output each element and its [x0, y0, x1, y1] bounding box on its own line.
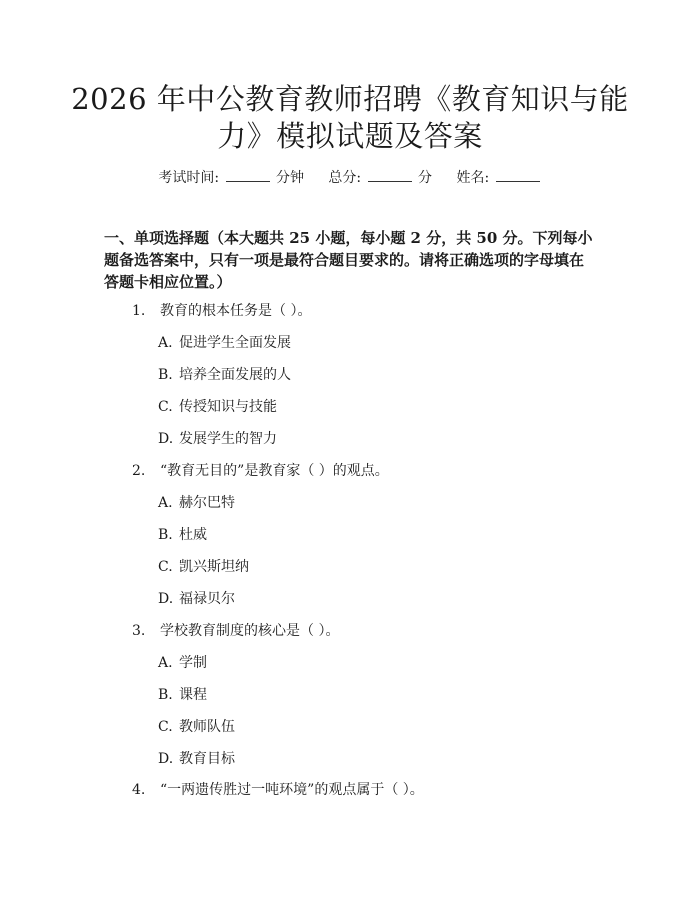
- option-text: 教育目标: [179, 751, 235, 767]
- total-score-unit: 分: [418, 170, 433, 186]
- document-title-line-1: 2026 年中公教育教师招聘《教育知识与能: [71, 82, 629, 116]
- option-letter: C.: [158, 559, 173, 575]
- name-blank: [496, 169, 540, 182]
- option-letter: D.: [158, 751, 174, 767]
- option-letter: B.: [158, 687, 173, 703]
- exam-time-field: [158, 170, 308, 186]
- exam-meta-row: [0, 168, 700, 188]
- option-text: 杜威: [179, 527, 207, 543]
- question-number: 2.: [132, 463, 146, 479]
- question-3-option-a: [158, 653, 207, 673]
- option-letter: B.: [158, 527, 173, 543]
- exam-time-blank: [226, 169, 270, 182]
- option-letter: C.: [158, 719, 173, 735]
- total-score-field: [328, 170, 436, 186]
- option-text: 培养全面发展的人: [179, 367, 291, 383]
- question-3: [132, 621, 339, 641]
- question-2: [132, 461, 389, 481]
- question-3-option-b: [158, 685, 207, 705]
- question-text: 学校教育制度的核心是（ ）。: [160, 623, 340, 639]
- question-1-option-a: [158, 333, 291, 353]
- question-1: [132, 301, 311, 321]
- question-1-option-c: [158, 397, 277, 417]
- option-text: 教师队伍: [179, 719, 235, 735]
- question-2-option-b: [158, 525, 207, 545]
- question-3-option-c: [158, 717, 235, 737]
- option-letter: A.: [158, 335, 173, 351]
- question-4: [132, 780, 424, 800]
- option-text: 凯兴斯坦纳: [179, 559, 249, 575]
- question-2-option-c: [158, 557, 249, 577]
- question-number: 4.: [132, 782, 146, 798]
- option-letter: B.: [158, 367, 173, 383]
- option-text: 福禄贝尔: [179, 591, 235, 607]
- question-text: “一两遗传胜过一吨环境”的观点属于（ ）。: [160, 782, 424, 798]
- document-title-line-2: 力》模拟试题及答案: [217, 119, 483, 153]
- exam-time-label: 考试时间:: [158, 170, 220, 186]
- option-letter: D.: [158, 431, 174, 447]
- total-score-label: 总分:: [328, 170, 362, 186]
- name-field: [456, 170, 541, 186]
- option-letter: A.: [158, 655, 173, 671]
- question-3-option-d: [158, 749, 235, 769]
- option-text: 发展学生的智力: [179, 431, 277, 447]
- question-number: 1.: [132, 303, 146, 319]
- question-1-option-d: [158, 429, 277, 449]
- section-heading: 一、单项选择题（本大题共 25 小题，每小题 2 分，共 50 分。下列每小题备选答案中，只有一项是最符合题目要求的。请将正确选项的字母填在答题卡相应位置。）: [104, 229, 593, 291]
- name-label: 姓名:: [456, 170, 490, 186]
- question-text: “教育无目的”是教育家（ ）的观点。: [160, 463, 389, 479]
- question-1-option-b: [158, 365, 291, 385]
- exam-time-unit: 分钟: [275, 170, 304, 186]
- option-text: 促进学生全面发展: [179, 335, 291, 351]
- total-score-blank: [368, 169, 412, 182]
- option-text: 学制: [179, 655, 207, 671]
- question-text: 教育的根本任务是（ ）。: [160, 303, 312, 319]
- option-text: 传授知识与技能: [179, 399, 277, 415]
- question-2-option-d: [158, 589, 235, 609]
- option-letter: D.: [158, 591, 174, 607]
- question-2-option-a: [158, 493, 235, 513]
- option-text: 赫尔巴特: [179, 495, 235, 511]
- option-text: 课程: [179, 687, 207, 703]
- option-letter: A.: [158, 495, 173, 511]
- question-number: 3.: [132, 623, 146, 639]
- option-letter: C.: [158, 399, 173, 415]
